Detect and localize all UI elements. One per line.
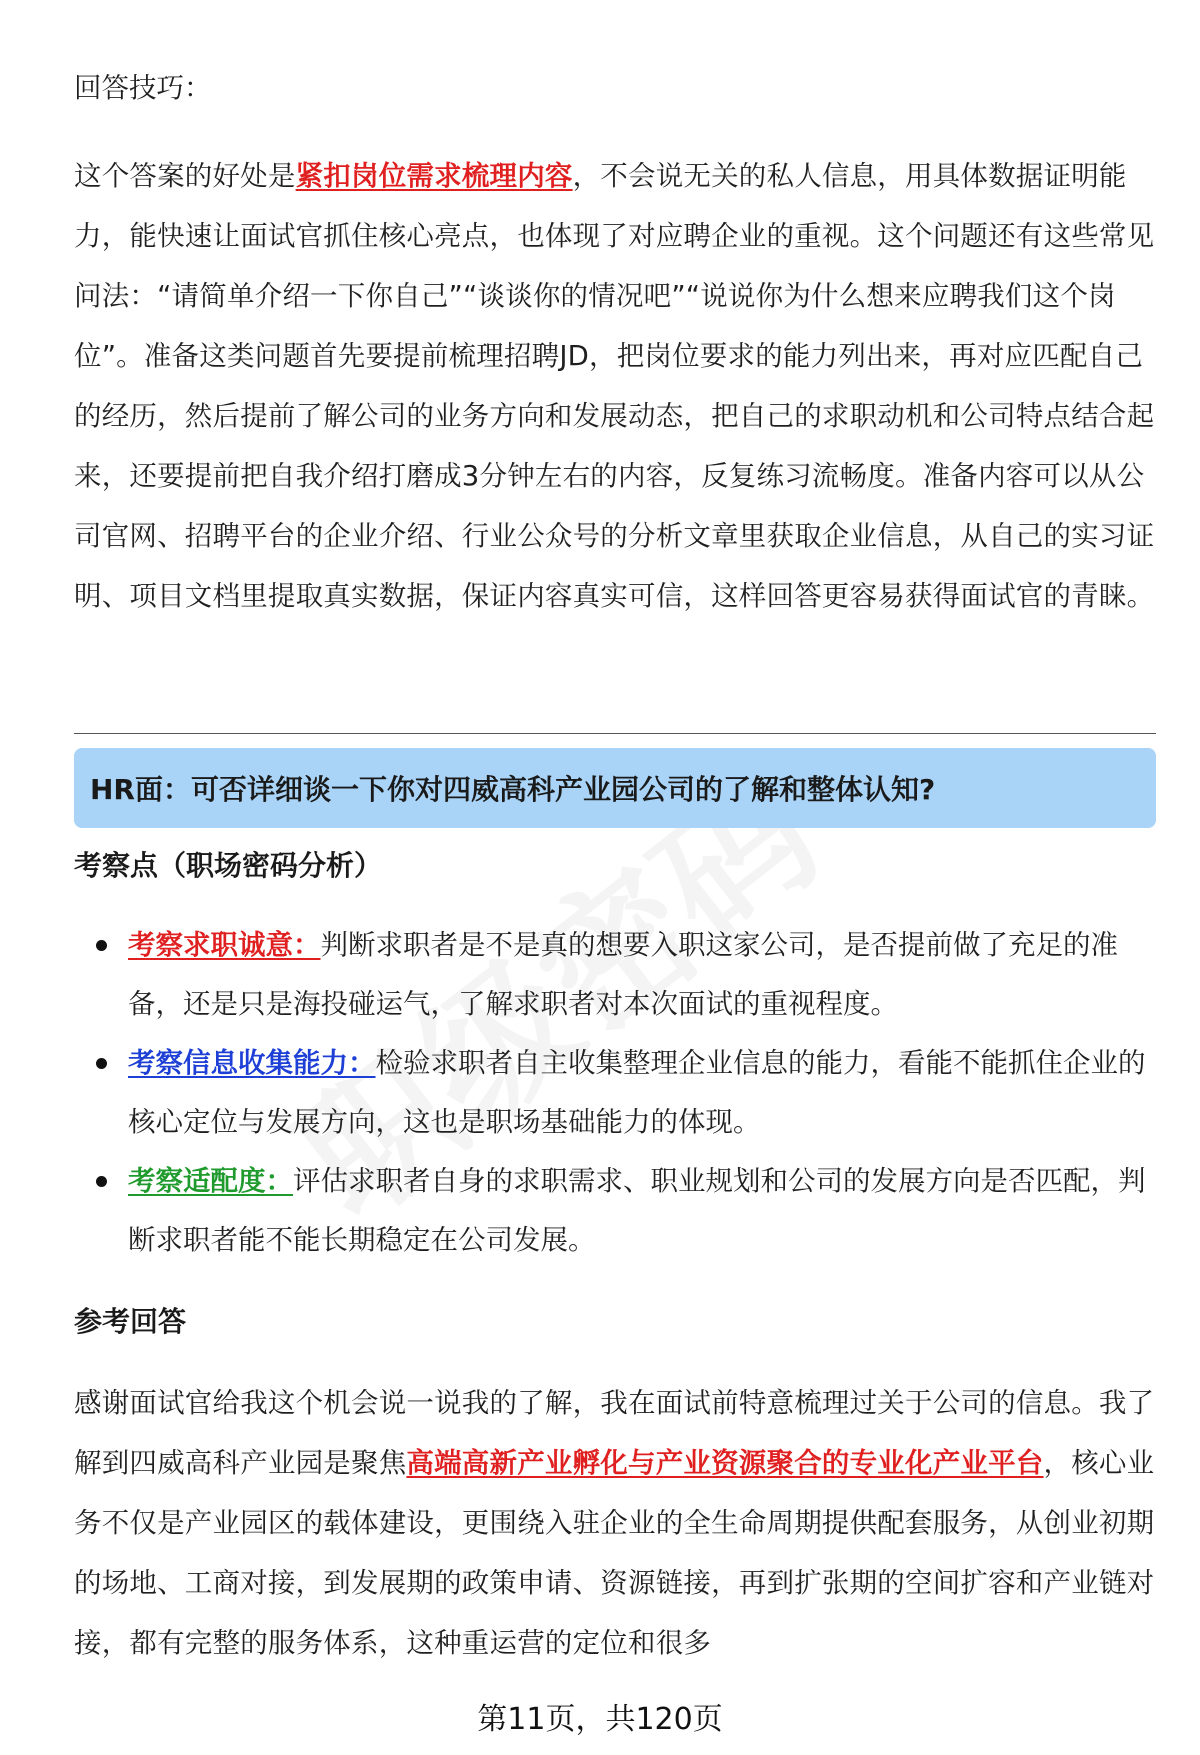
tips-label: 回答技巧：: [74, 72, 212, 104]
reference-text-after: ，核心业务不仅是产业园区的载体建设，更围绕入驻企业的全生命周期提供配套服务，从创业初期的场地、工商对接，到发展期的政策申请、资源链接，再到扩张期的空间扩容和产业链对接，都有完整的服务体系，这种重运营的定位和很多: [74, 1447, 1155, 1659]
question-banner: [74, 748, 1156, 828]
tips-paragraph: [74, 146, 1156, 626]
focus-label: 考察适配度：: [128, 1165, 293, 1197]
tips-highlight: 紧扣岗位需求梳理内容: [295, 160, 573, 192]
bullet-icon: [96, 1176, 107, 1187]
focus-list: [74, 916, 1156, 1270]
page-number: 第11页，共120页: [477, 1702, 723, 1737]
section-divider: [74, 733, 1156, 734]
tips-text-after: ，不会说无关的私人信息，用具体数据证明能力，能快速让面试官抓住核心亮点，也体现了对应聘企业的重视。这个问题还有这些常见问法：“请简单介绍一下你自己”“谈谈你的情况吧”“说说你为什么想来应聘我们这个岗位”。准备这类问题首先要提前梳理招聘JD，把岗位要求的能力列出来，再对应匹配自己的经历，然后提前了解公司的业务方向和发展动态，把自己的求职动机和公司特点结合起来，还要提前把自我介绍打磨成3分钟左右的内容，反复练习流畅度。准备内容可以从公司官网、招聘平台的企业介绍、行业公众号的分析文章里获取企业信息，从自己的实习证明、项目文档里提取真实数据，保证内容真实可信，这样回答更容易获得面试官的青睐。: [74, 160, 1155, 612]
focus-text: 评估求职者自身的求职需求、职业规划和公司的发展方向是否匹配，判断求职者能不能长期稳定在公司发展。: [128, 1165, 1146, 1256]
reference-text-before: 感谢面试官给我这个机会说一说我的了解，我在面试前特意梳理过关于公司的信息。我了解到四威高科产业园是聚焦: [74, 1387, 1155, 1479]
list-item: [74, 916, 1156, 1034]
focus-label: 考察信息收集能力：: [128, 1047, 376, 1079]
list-item: [74, 1152, 1156, 1270]
bullet-icon: [96, 940, 107, 951]
focus-title: 考察点（职场密码分析）: [74, 849, 383, 882]
bullet-icon: [96, 1058, 107, 1069]
list-item: [74, 1034, 1156, 1152]
reference-highlight: 高端高新产业孵化与产业资源聚合的专业化产业平台: [406, 1447, 1044, 1479]
focus-text: 检验求职者自主收集整理企业信息的能力，看能不能抓住企业的核心定位与发展方向，这也是职场基础能力的体现。: [128, 1047, 1146, 1138]
tips-text-before: 这个答案的好处是: [74, 160, 296, 192]
reference-title: 参考回答: [74, 1305, 187, 1338]
question-text: HR面：可否详细谈一下你对四威高科产业园公司的了解和整体认知?: [90, 773, 936, 806]
focus-label: 考察求职诚意：: [128, 929, 321, 961]
focus-text: 判断求职者是不是真的想要入职这家公司，是否提前做了充足的准备，还是只是海投碰运气，了解求职者对本次面试的重视程度。: [128, 929, 1118, 1020]
reference-paragraph: [74, 1373, 1156, 1673]
